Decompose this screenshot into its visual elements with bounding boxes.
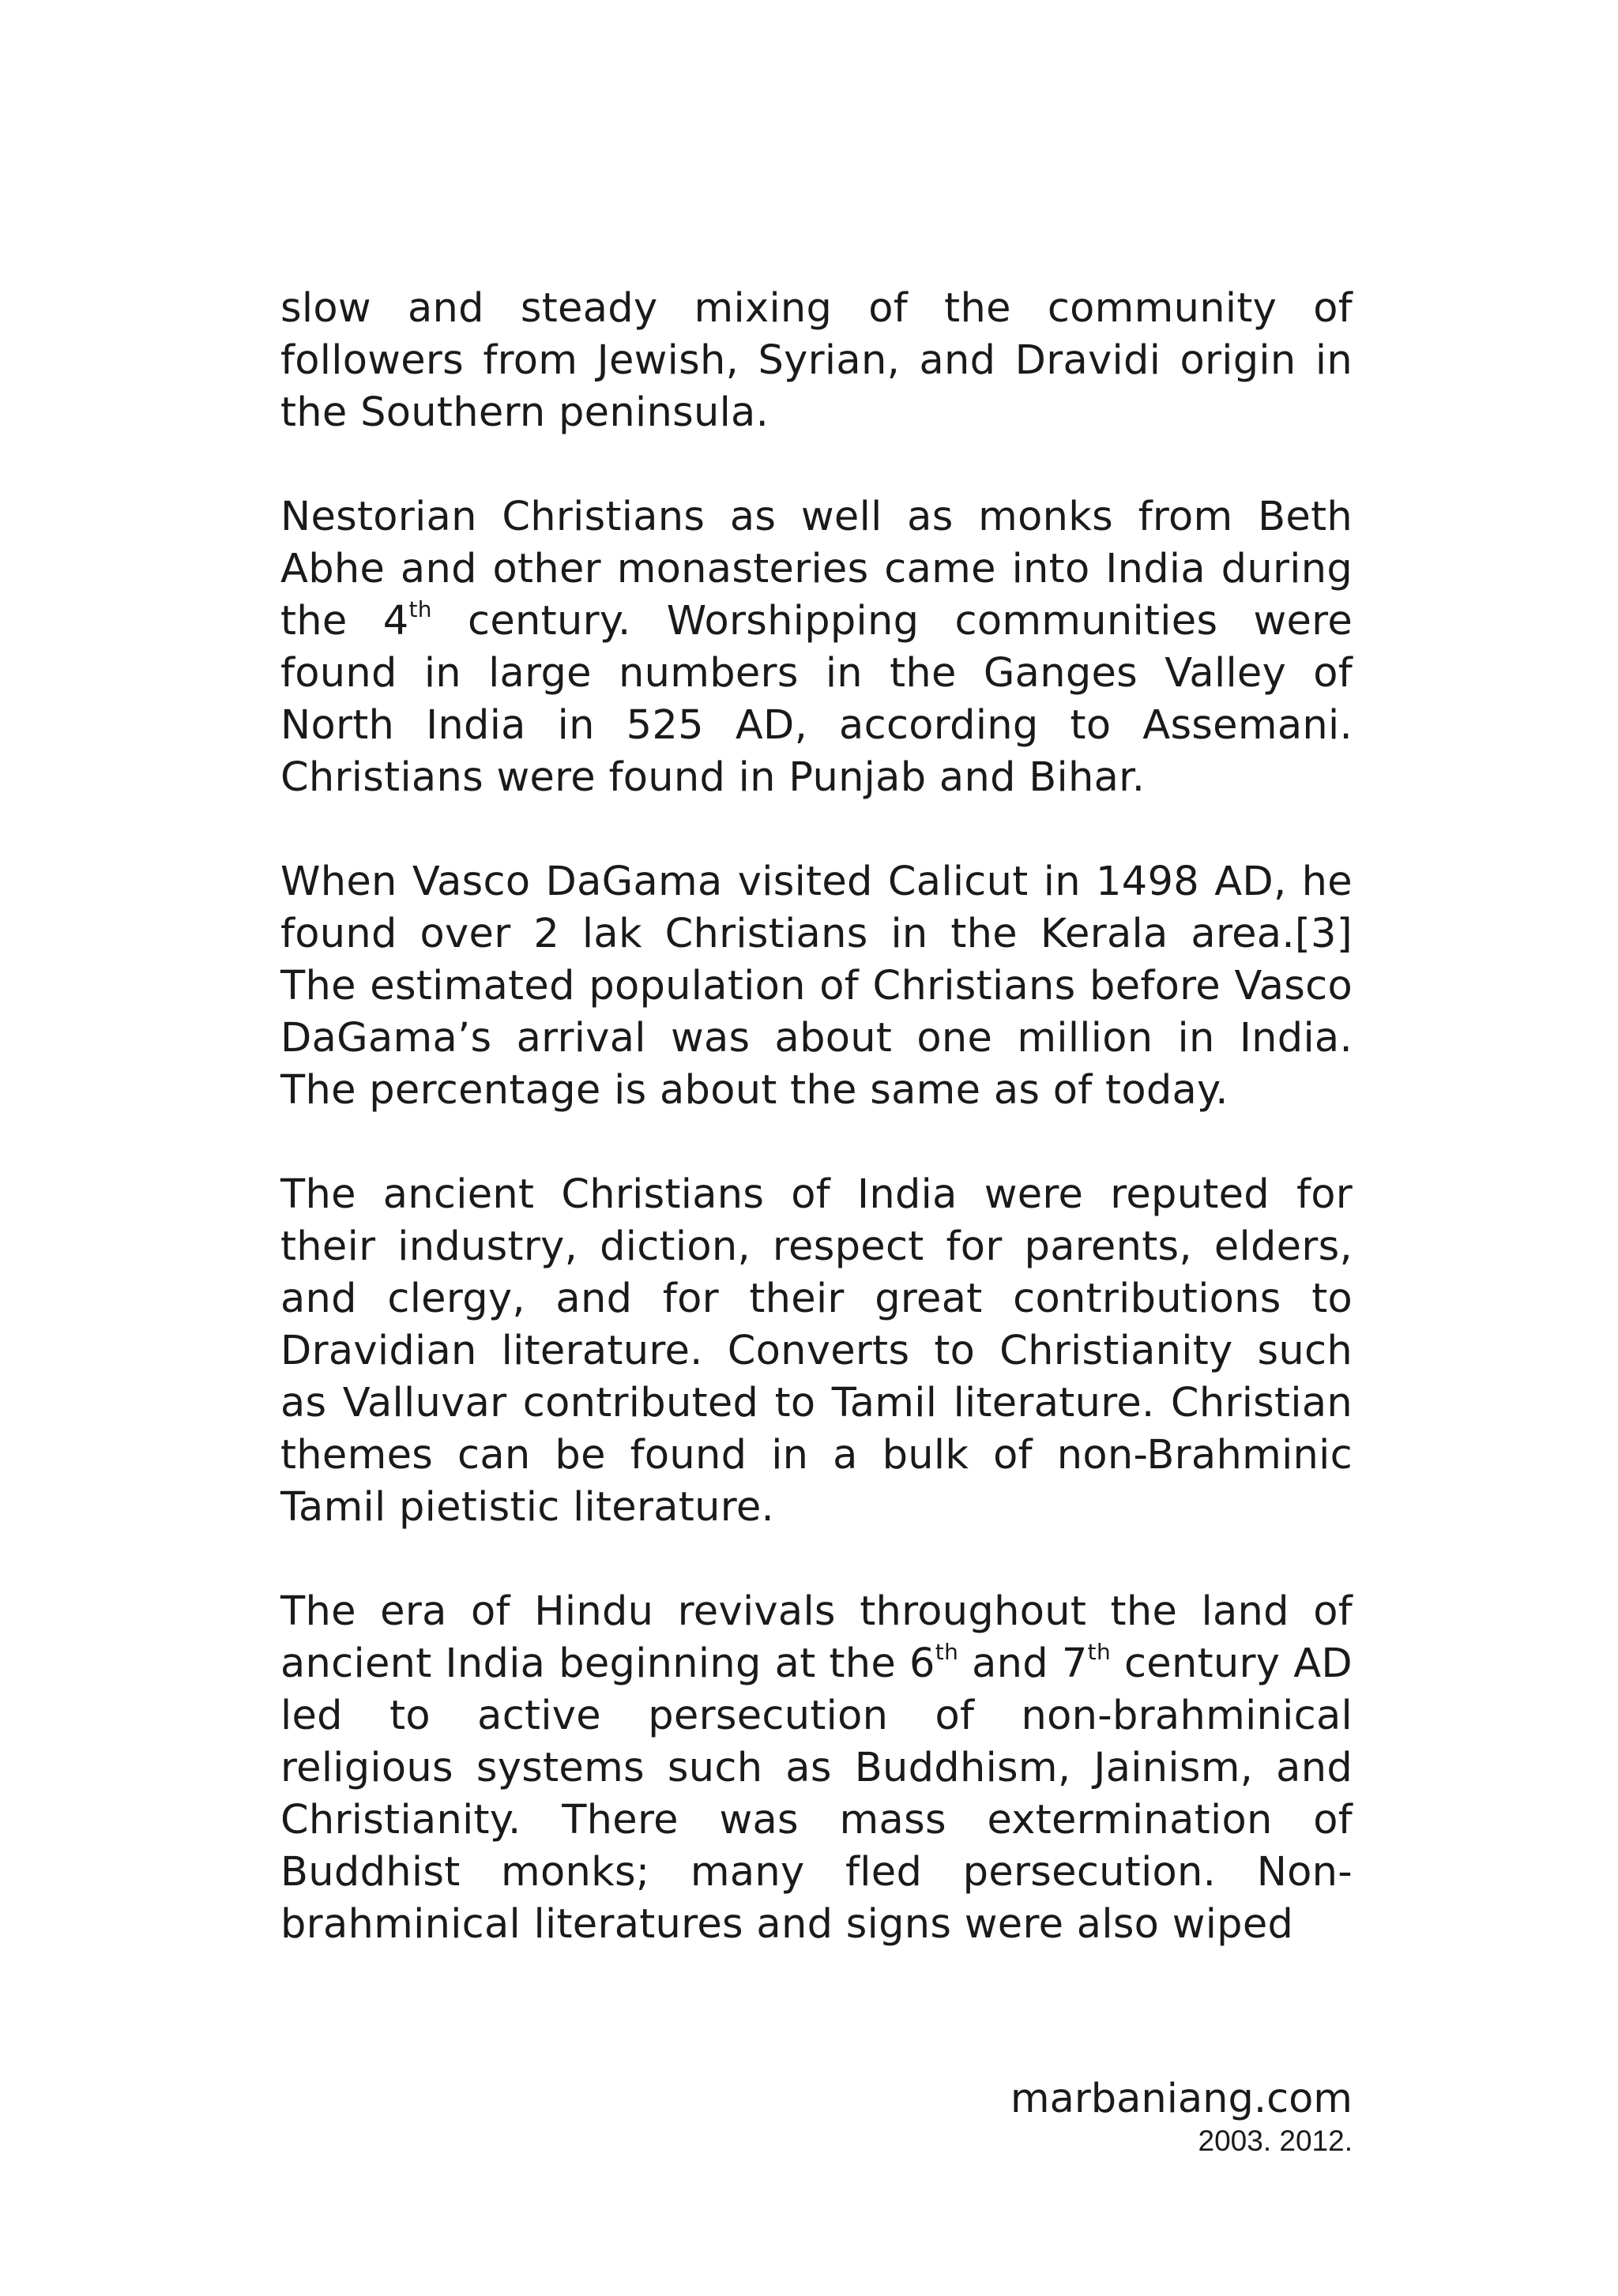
page-footer (1010, 2076, 1353, 2159)
paragraph-4 (280, 1169, 1353, 1534)
paragraph-2-text-b: century. Worshipping communities were found in large numbers in the Ganges Valley of North India in 525 AD, according to Assemani. Christians were found in Punjab and Bihar. (280, 598, 1353, 801)
footer-years: 2003. 2012. (1198, 2125, 1353, 2157)
paragraph-5-text-b: and 7 (958, 1640, 1088, 1687)
document-body (280, 283, 1353, 1951)
paragraph-1-text: slow and steady mixing of the community of followers from Jewish, Syrian, and Dravidi origin in the Southern peninsula. (280, 285, 1353, 436)
paragraph-2-text-a: Nestorian Christians as well as monks from Beth Abhe and other monasteries came into India during the 4 (280, 494, 1353, 644)
footer-site: marbaniang.com (1010, 2076, 1353, 2122)
paragraph-3 (280, 856, 1353, 1117)
paragraph-5-text-a: The era of Hindu revivals throughout the land of ancient India beginning at the 6 (280, 1588, 1353, 1687)
paragraph-4-text: The ancient Christians of India were reputed for their industry, diction, respect for parents, elders, and clergy, and for their great contributions to Dravidian literature. Converts to Christianity such as Valluvar contributed to Tamil literature. Christian themes can be found in a bulk of non-Brahminic Tamil pietistic literature. (280, 1171, 1353, 1531)
paragraph-3-text: When Vasco DaGama visited Calicut in 1498 AD, he found over 2 lak Christians in the Kerala area.[3] The estimated population of Christians before Vasco DaGama’s arrival was about one million in India. The percentage is about the same as of today. (280, 859, 1353, 1114)
ordinal-superscript: th (1087, 1639, 1111, 1665)
paragraph-5-text-c: century AD led to active persecution of non-brahminical religious systems such as Buddhism, Jainism, and Christianity. There was mass extermination of Buddhist monks; many fled persecution. Non-brahminical literatures and signs were also wiped (280, 1640, 1353, 1948)
paragraph-2 (280, 491, 1353, 804)
paragraph-5 (280, 1586, 1353, 1951)
ordinal-superscript: th (935, 1639, 959, 1665)
paragraph-1 (280, 283, 1353, 439)
ordinal-superscript: th (408, 596, 432, 622)
